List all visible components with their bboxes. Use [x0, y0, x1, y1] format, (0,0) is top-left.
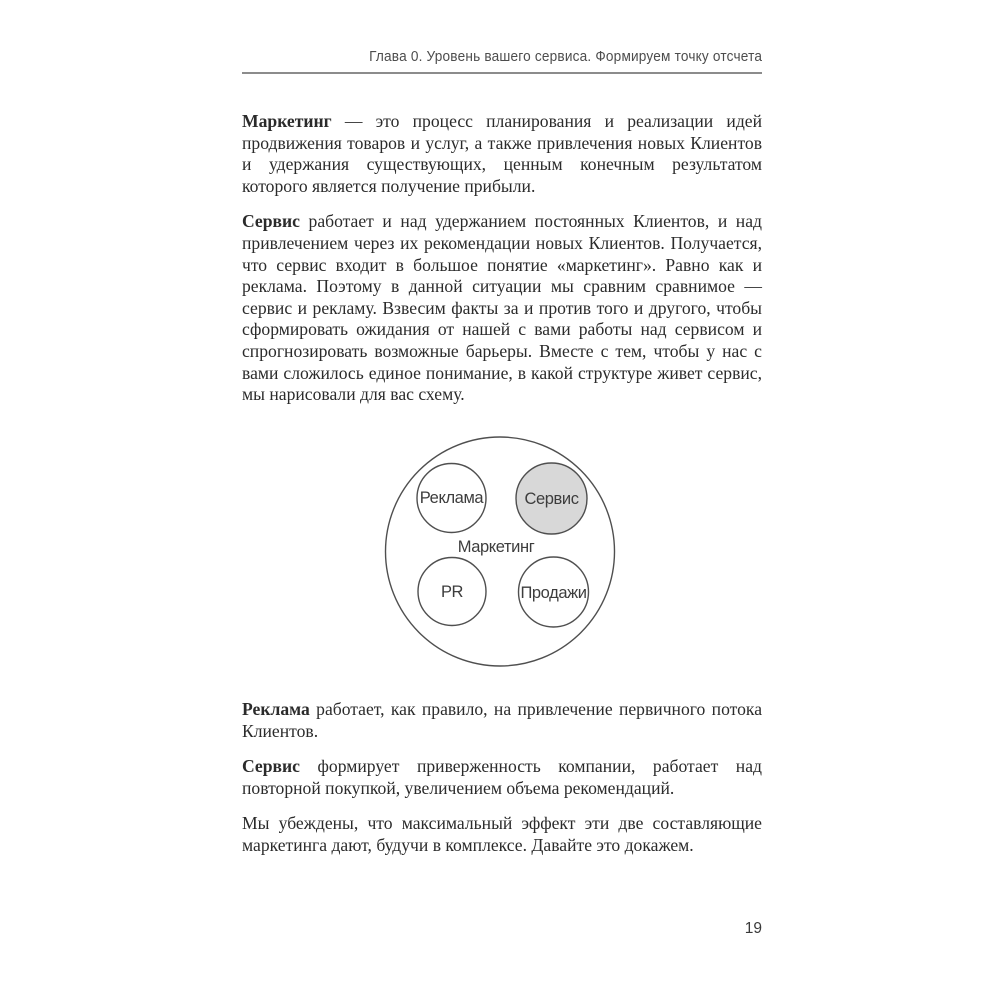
paragraph-marketing-definition: [242, 111, 762, 197]
paragraph-text: — это процесс планирования и реализации идей продвижения товаров и услуг, а также привлечения новых Клиентов и удержания существующих, ценным конечным результатом которого является получение прибыли.: [242, 111, 762, 196]
paragraph-text: работает, как правило, на привлечение первичного потока Клиентов.: [242, 699, 762, 741]
label-prodazhi: Продажи: [520, 584, 587, 602]
paragraph-servis-role: [242, 756, 762, 799]
paragraph-text: формирует приверженность компании, работает над повторной покупкой, увеличением объема рекомендаций.: [242, 756, 762, 798]
page-number: 19: [744, 920, 762, 937]
running-head: [242, 50, 762, 74]
label-pr: PR: [440, 583, 464, 601]
paragraph-lead: Реклама: [242, 699, 310, 719]
paragraph-conclusion: [242, 813, 762, 856]
marketing-structure-diagram: [378, 430, 622, 674]
body-text-bottom: [242, 699, 762, 857]
paragraph-lead: Сервис: [242, 211, 300, 232]
label-servis: Сервис: [524, 490, 579, 508]
body-text-top: [242, 111, 762, 406]
label-marketing: Маркетинг: [457, 538, 535, 556]
paragraph-text: работает и над удержанием постоянных Клиентов, и над привлечением через их рекомендации новых Клиентов. Получается, что сервис входит в большое понятие «маркетинг». Равно как и реклама. Поэтому в данной ситуации мы сравним сравнимое — сервис и рекламу. Взвесим факты за и против того и другого, чтобы сформировать ожидания от нашей с вами работы над сервисом и спрогнозировать возможные барьеры. Вместе с тем, чтобы у нас с вами сложилось единое понимание, в какой структуре живет сервис, мы нарисовали для вас схему.: [242, 211, 762, 405]
paragraph-lead: Сервис: [242, 756, 300, 777]
chapter-header-text: Глава 0. Уровень вашего сервиса. Формируем точку отсчета: [368, 49, 762, 65]
paragraph-service-definition: [242, 211, 762, 405]
paragraph-lead: Маркетинг: [242, 111, 332, 131]
paragraph-text: Мы убеждены, что максимальный эффект эти две составляющие маркетинга дают, будучи в комплексе. Давайте это докажем.: [242, 813, 762, 855]
label-reklama: Реклама: [419, 489, 484, 507]
paragraph-reklama-role: [242, 699, 762, 742]
